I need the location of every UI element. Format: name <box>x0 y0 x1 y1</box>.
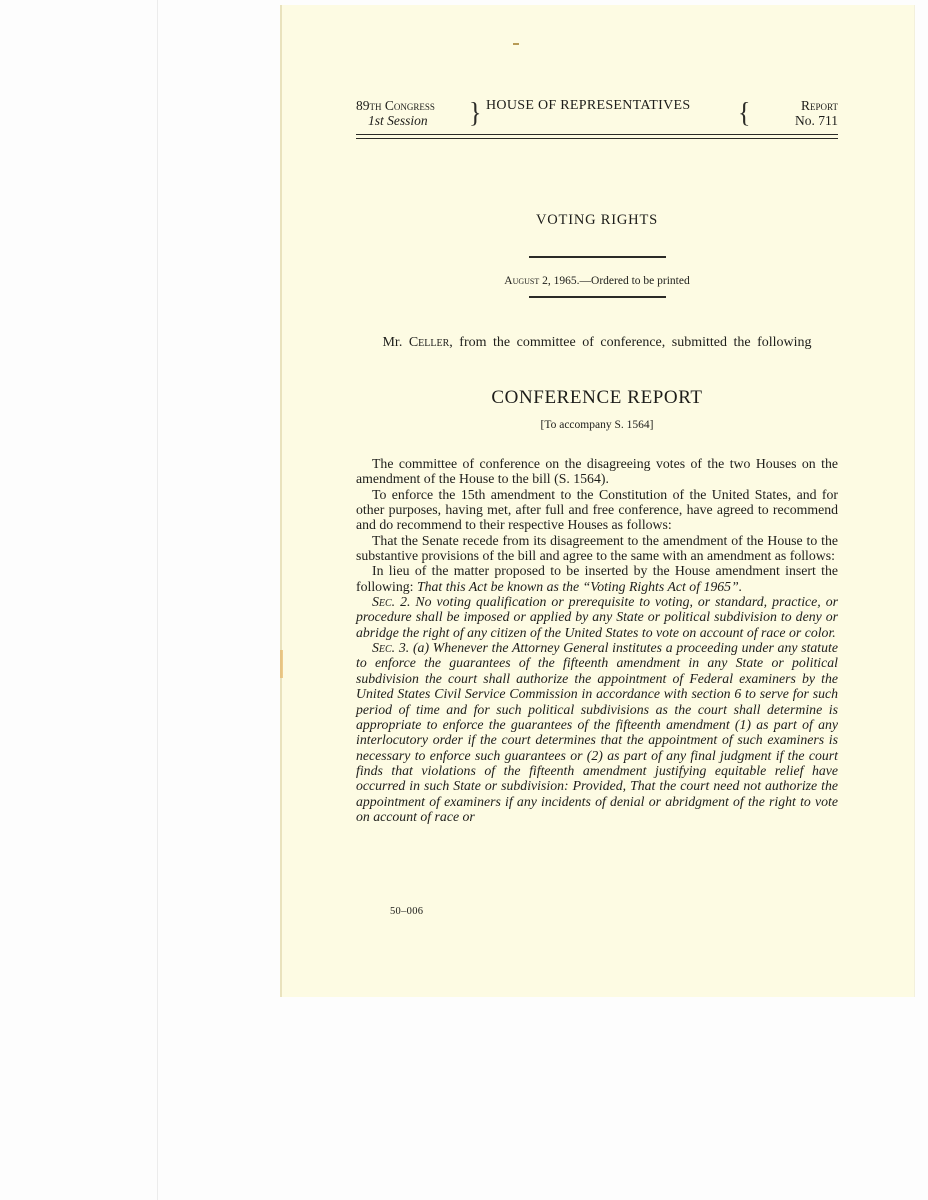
section-2-text: No voting qualification or prerequisite to voting, or standard, practice, or procedure shall be imposed or applied by any State or political subdivision to deny or abridge the right of any citizen of the United States to vote on account of race or color. <box>356 594 838 640</box>
right-brace-icon: } <box>469 96 482 129</box>
section-2 <box>356 594 838 640</box>
section-3-label: Sec. 3. <box>372 640 410 656</box>
paper-speck <box>513 43 519 45</box>
submitter-name: Celler <box>408 335 450 350</box>
print-order-line <box>356 275 838 287</box>
print-date-month: August <box>504 275 540 287</box>
short-title-text: That this Act be known as the “Voting Rights Act of 1965”. <box>416 578 743 594</box>
report-title: CONFERENCE REPORT <box>491 387 703 408</box>
paragraph-committee: The committee of conference on the disagreeing votes of the two Houses on the amendment of the House to the bill (S. 1564). <box>356 456 838 487</box>
congress-block <box>356 98 466 128</box>
section-2-label: Sec. 2. <box>372 594 411 610</box>
report-label: Report <box>801 98 838 113</box>
divider-rule-bottom <box>529 296 666 298</box>
footer-print-code: 50–006 <box>390 906 424 917</box>
divider-rule-top <box>529 256 666 258</box>
report-header <box>356 98 838 140</box>
accompany-bill-line: [To accompany S. 1564] <box>540 419 654 431</box>
scan-artifact-line <box>157 0 158 1200</box>
section-3 <box>356 640 838 824</box>
document-page <box>280 5 914 997</box>
submitter-text: , from the committee of conference, submitted the following <box>449 335 812 350</box>
report-body <box>356 456 838 824</box>
left-brace-icon: { <box>738 96 751 129</box>
document-title: VOTING RIGHTS <box>536 212 658 228</box>
paragraph-purpose: To enforce the 15th amendment to the Constitution of the United States, and for other purposes, having met, after full and free conference, have agreed to recommend and do recommend to their respective Houses as follows: <box>356 486 838 533</box>
report-number: No. 711 <box>795 113 838 128</box>
in-lieu-text: In lieu of the matter proposed to be inserted by the House amendment insert the following: <box>356 563 838 594</box>
congress-label: 89th Congress <box>356 98 435 113</box>
chamber-label: HOUSE OF REPRESENTATIVES <box>486 98 691 113</box>
paper-edge-stain <box>280 650 283 678</box>
paragraph-in-lieu <box>356 563 838 594</box>
report-number-block <box>795 98 838 128</box>
submitter-prefix: Mr. <box>382 335 409 350</box>
session-label: 1st Session <box>368 113 428 128</box>
section-3-text: (a) Whenever the Attorney General institutes a proceeding under any statute to enforce the guarantees of the fifteenth amendment in any State or political subdivision the court shall authorize the appointment of Federal examiners by the United States Civil Service Commission in accordance with section 6 to serve for such period of time and for such political subdivisions as the court shall determine is appropriate to enforce the guarantees of the fifteenth amendment (1) as part of any interlocutory order if the court determines that the appointment of such examiners is necessary to enforce such guarantees or (2) as part of any final judgment if the court finds that violations of the fifteenth amendment justifying equitable relief have occurred in such State or subdivision: Provided, That the court need not authorize the appointment of examiners if any incidents of denial or abridgment of the right to vote on account of race or <box>356 640 838 824</box>
submitted-by-line <box>356 334 838 351</box>
print-date-rest: 2, 1965.—Ordered to be printed <box>539 275 690 287</box>
paragraph-senate-recede: That the Senate recede from its disagreement to the amendment of the House to the substantive provisions of the bill and agree to the same with an amendment as follows: <box>356 532 838 564</box>
header-double-rule <box>356 134 838 139</box>
